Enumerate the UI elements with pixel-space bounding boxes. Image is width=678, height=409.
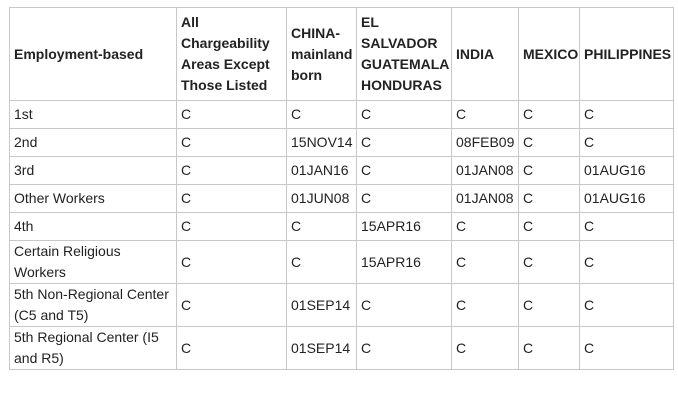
table-cell: C bbox=[357, 327, 452, 370]
table-cell: C bbox=[452, 213, 519, 241]
row-label-cell: Certain Religious Workers bbox=[10, 241, 177, 284]
table-cell: C bbox=[177, 129, 287, 157]
table-cell: 15NOV14 bbox=[287, 129, 357, 157]
table-row bbox=[10, 101, 674, 129]
table-cell: C bbox=[580, 129, 674, 157]
table-cell: C bbox=[287, 213, 357, 241]
table-cell: C bbox=[177, 241, 287, 284]
table-cell: 01AUG16 bbox=[580, 157, 674, 185]
table-cell: C bbox=[177, 101, 287, 129]
table-row bbox=[10, 241, 674, 284]
table-cell: C bbox=[177, 284, 287, 327]
column-header-all-chargeability: All Chargeability Areas Except Those Listed bbox=[177, 8, 287, 101]
table-cell: C bbox=[519, 157, 580, 185]
table-cell: C bbox=[357, 185, 452, 213]
row-label-cell: Other Workers bbox=[10, 185, 177, 213]
column-header-el-salvador-guatemala-honduras: EL SALVADOR GUATEMALA HONDURAS bbox=[357, 8, 452, 101]
table-cell: C bbox=[519, 129, 580, 157]
table-row bbox=[10, 213, 674, 241]
table-cell: C bbox=[287, 241, 357, 284]
table-cell: 01SEP14 bbox=[287, 284, 357, 327]
row-label-cell: 3rd bbox=[10, 157, 177, 185]
column-header-employment-based: Employment-based bbox=[10, 8, 177, 101]
table-cell: C bbox=[519, 185, 580, 213]
table-cell: 01SEP14 bbox=[287, 327, 357, 370]
table-cell: C bbox=[357, 129, 452, 157]
table-row bbox=[10, 129, 674, 157]
table-cell: C bbox=[580, 284, 674, 327]
table-cell: 01AUG16 bbox=[580, 185, 674, 213]
header-row bbox=[10, 8, 674, 101]
table-cell: 15APR16 bbox=[357, 241, 452, 284]
table-cell: C bbox=[519, 213, 580, 241]
table-row bbox=[10, 284, 674, 327]
table-cell: C bbox=[287, 101, 357, 129]
table-row bbox=[10, 157, 674, 185]
table-cell: C bbox=[452, 327, 519, 370]
table-cell: 01JAN16 bbox=[287, 157, 357, 185]
table-cell: C bbox=[519, 241, 580, 284]
row-label-cell: 2nd bbox=[10, 129, 177, 157]
table-cell: C bbox=[580, 101, 674, 129]
column-header-mexico: MEXICO bbox=[519, 8, 580, 101]
table-cell: C bbox=[452, 284, 519, 327]
table-cell: C bbox=[357, 157, 452, 185]
table-cell: 01JAN08 bbox=[452, 157, 519, 185]
table-row bbox=[10, 185, 674, 213]
table-row bbox=[10, 327, 674, 370]
row-label-cell: 1st bbox=[10, 101, 177, 129]
column-header-china: CHINA-mainland born bbox=[287, 8, 357, 101]
table-cell: C bbox=[177, 185, 287, 213]
table-cell: C bbox=[177, 157, 287, 185]
table-cell: C bbox=[519, 284, 580, 327]
row-label-cell: 5th Regional Center (I5 and R5) bbox=[10, 327, 177, 370]
table-cell: C bbox=[357, 101, 452, 129]
table-cell: 08FEB09 bbox=[452, 129, 519, 157]
row-label-cell: 4th bbox=[10, 213, 177, 241]
table-cell: C bbox=[580, 327, 674, 370]
table-cell: C bbox=[519, 101, 580, 129]
row-label-cell: 5th Non-Regional Center (C5 and T5) bbox=[10, 284, 177, 327]
table-cell: 15APR16 bbox=[357, 213, 452, 241]
column-header-philippines: PHILIPPINES bbox=[580, 8, 674, 101]
table-cell: C bbox=[452, 241, 519, 284]
table-cell: 01JUN08 bbox=[287, 185, 357, 213]
table-cell: C bbox=[519, 327, 580, 370]
table-cell: C bbox=[177, 213, 287, 241]
table-cell: C bbox=[177, 327, 287, 370]
table-cell: 01JAN08 bbox=[452, 185, 519, 213]
table-cell: C bbox=[357, 284, 452, 327]
table-cell: C bbox=[580, 213, 674, 241]
visa-bulletin-table bbox=[9, 7, 674, 370]
column-header-india: INDIA bbox=[452, 8, 519, 101]
table-cell: C bbox=[452, 101, 519, 129]
table-cell: C bbox=[580, 241, 674, 284]
